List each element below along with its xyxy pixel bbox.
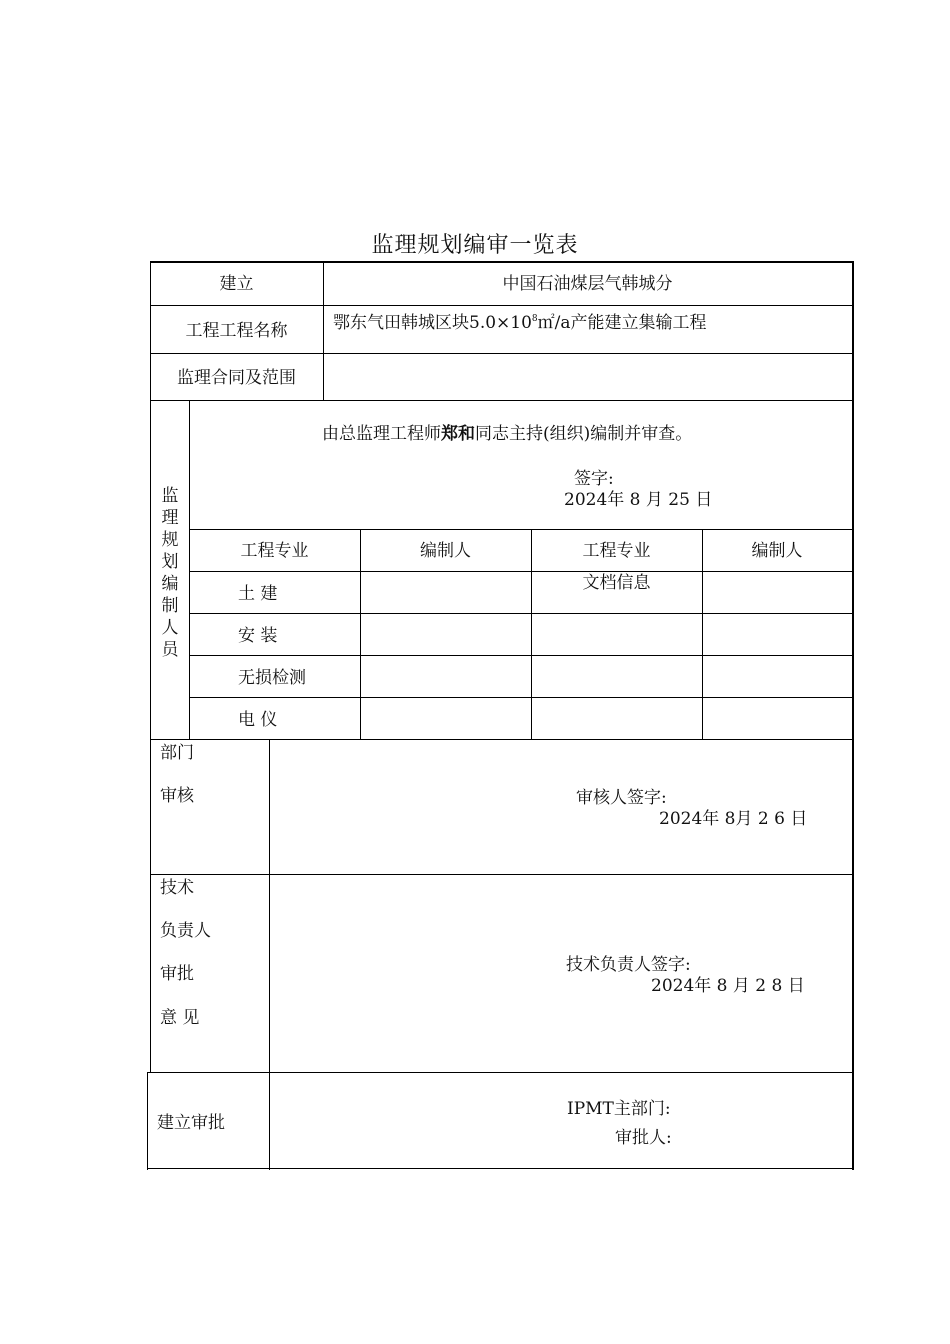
header-compiler-2: 编制人 xyxy=(751,541,803,561)
dept-sign-label: 审核人签字: xyxy=(576,788,667,808)
planning-statement: 由总监理工程师郑和同志主持(组织)编制并审查。 xyxy=(322,424,693,444)
dept-label-line2: 审核 xyxy=(160,786,194,806)
planning-staff-side-label: 监理规划编制人员 xyxy=(161,486,179,660)
contract-scope-label: 监理合同及范围 xyxy=(177,368,296,388)
review-table xyxy=(150,261,854,1170)
approver-label: 审批人: xyxy=(615,1128,672,1148)
dept-sign-date: 2024年 8月 2 6 日 xyxy=(659,809,808,829)
tech-sign-label: 技术负责人签字: xyxy=(566,955,691,975)
planning-sign-date: 2024年 8 月 25 日 xyxy=(564,490,713,510)
header-compiler-1: 编制人 xyxy=(420,541,471,561)
tech-label-line1: 技术 xyxy=(160,878,194,898)
header-specialty-2: 工程专业 xyxy=(582,541,651,561)
approval-label: 建立审批 xyxy=(157,1113,225,1133)
document-title: 监理规划编审一览表 xyxy=(371,233,579,258)
specialty-civil: 土 建 xyxy=(238,584,278,604)
tech-label-line4: 意 见 xyxy=(160,1008,200,1028)
specialty-ndt: 无损检测 xyxy=(238,668,306,688)
header-specialty-1: 工程专业 xyxy=(240,541,309,561)
ipmt-dept-label: IPMT主部门: xyxy=(567,1099,671,1119)
specialty-electrical: 电 仪 xyxy=(238,710,278,730)
dept-label-line1: 部门 xyxy=(160,743,194,763)
specialty-install: 安 装 xyxy=(238,626,278,646)
planning-sign-label: 签字: xyxy=(574,469,614,489)
builder-value: 中国石油煤层气韩城分 xyxy=(502,274,673,294)
tech-label-line3: 审批 xyxy=(160,964,194,984)
tech-label-line2: 负责人 xyxy=(160,921,211,941)
builder-label: 建立 xyxy=(219,274,254,294)
tech-sign-date: 2024年 8 月 2 8 日 xyxy=(651,976,805,996)
specialty-doc-info: 文档信息 xyxy=(582,573,651,593)
project-name-label: 工程工程名称 xyxy=(185,321,288,341)
project-name-value: 鄂东气田韩城区块$5.0\times 10^8㎡/a$产能建立集输工程 xyxy=(333,313,707,333)
